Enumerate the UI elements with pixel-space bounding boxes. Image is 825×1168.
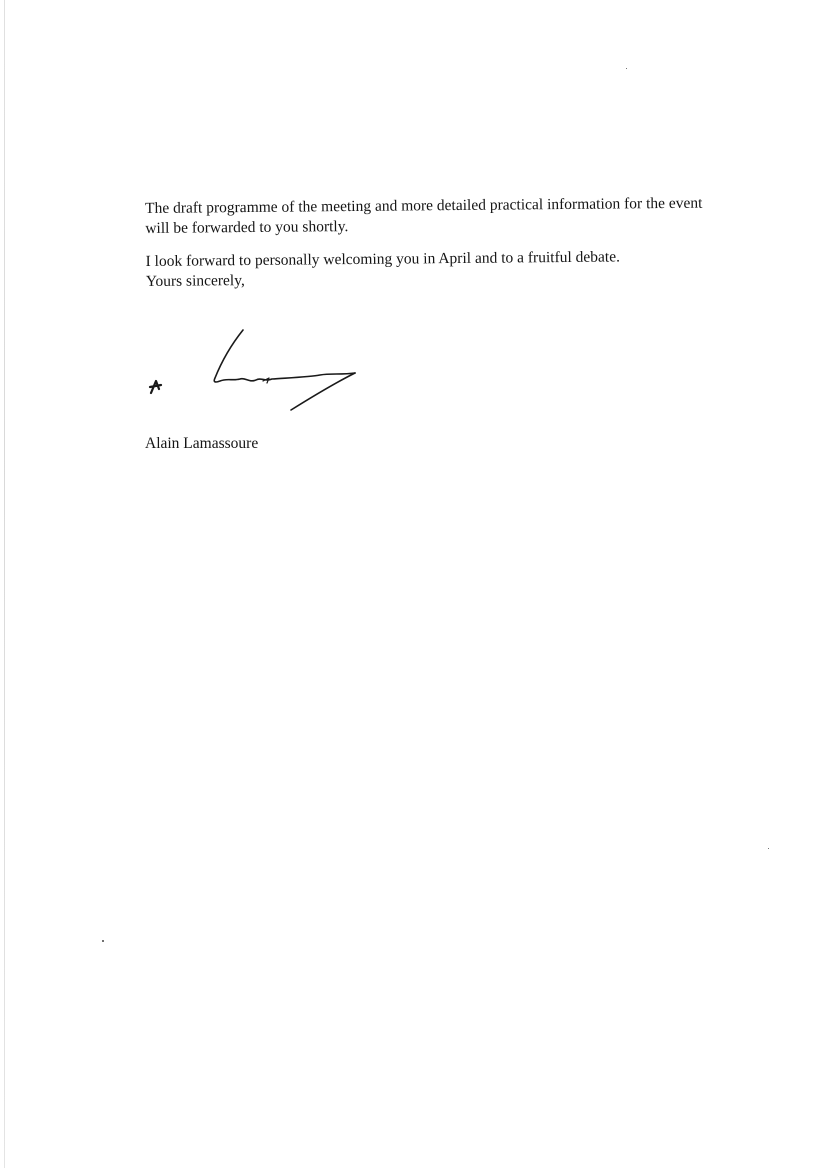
handwritten-signature: [145, 325, 365, 415]
scan-edge-line: [4, 0, 5, 1168]
scan-speck: [102, 940, 104, 942]
closing-salutation: Yours sincerely,: [145, 272, 245, 290]
signatory-name: Alain Lamassoure: [145, 435, 259, 452]
letter-body: [145, 193, 746, 292]
paragraph-welcome: I look forward to personally welcoming you in April and to a fruitful debate.: [145, 248, 621, 270]
scan-speck: [768, 848, 769, 849]
scan-speck: [626, 68, 627, 69]
paragraph-programme-info: The draft programme of the meeting and more detailed practical information for the event will be forwarded to you shortly.: [145, 194, 703, 237]
